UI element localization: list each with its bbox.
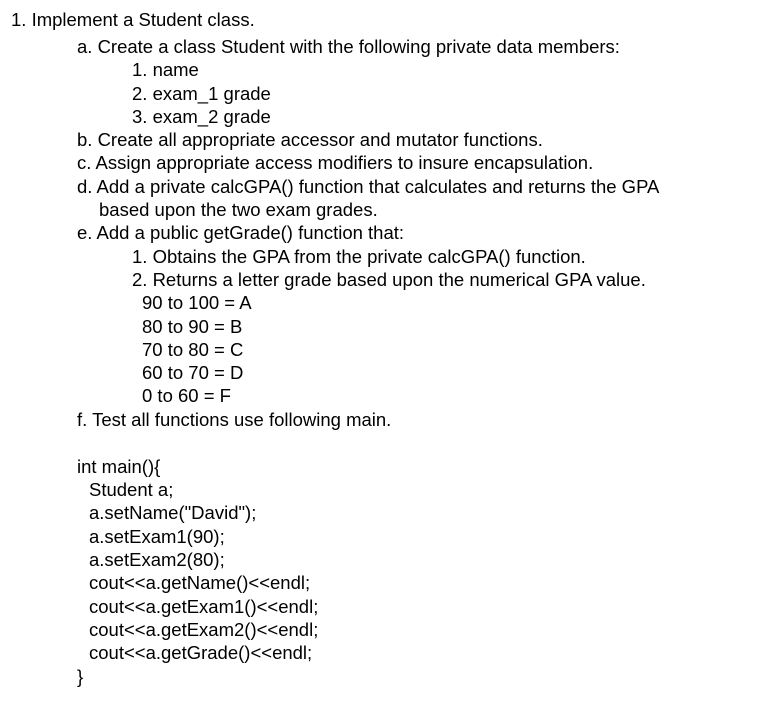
code-line: cout<<a.getName()<<endl; [89, 572, 311, 593]
code-line: cout<<a.getGrade()<<endl; [89, 642, 313, 663]
step-2: 2. Returns a letter grade based upon the numerical GPA value. [132, 269, 646, 290]
grade-a: 90 to 100 = A [142, 292, 252, 313]
code-main-open: int main(){ [77, 456, 161, 477]
item-e: e. Add a public getGrade() function that: [77, 222, 405, 243]
member-name: 1. name [132, 59, 199, 80]
member-exam2: 3. exam_2 grade [132, 106, 271, 127]
item-d-line1: d. Add a private calcGPA() function that calculates and returns the GPA [77, 176, 660, 197]
grade-f: 0 to 60 = F [142, 385, 231, 406]
item-a: a. Create a class Student with the following private data members: [77, 36, 620, 57]
code-main-close: } [77, 666, 84, 687]
grade-c: 70 to 80 = C [142, 339, 244, 360]
item-c: c. Assign appropriate access modifiers to insure encapsulation. [77, 152, 594, 173]
code-line: cout<<a.getExam2()<<endl; [89, 619, 319, 640]
grade-b: 80 to 90 = B [142, 316, 243, 337]
code-line: a.setExam1(90); [89, 526, 225, 547]
item-b: b. Create all appropriate accessor and mutator functions. [77, 129, 543, 150]
item-d-line2: based upon the two exam grades. [99, 199, 378, 220]
step-1: 1. Obtains the GPA from the private calcGPA() function. [132, 246, 586, 267]
code-line: cout<<a.getExam1()<<endl; [89, 596, 319, 617]
task-heading: 1. Implement a Student class. [11, 9, 255, 30]
code-line: Student a; [89, 479, 174, 500]
member-exam1: 2. exam_1 grade [132, 83, 271, 104]
code-line: a.setExam2(80); [89, 549, 225, 570]
code-line: a.setName("David"); [89, 502, 257, 523]
item-f: f. Test all functions use following main. [77, 409, 392, 430]
grade-d: 60 to 70 = D [142, 362, 244, 383]
